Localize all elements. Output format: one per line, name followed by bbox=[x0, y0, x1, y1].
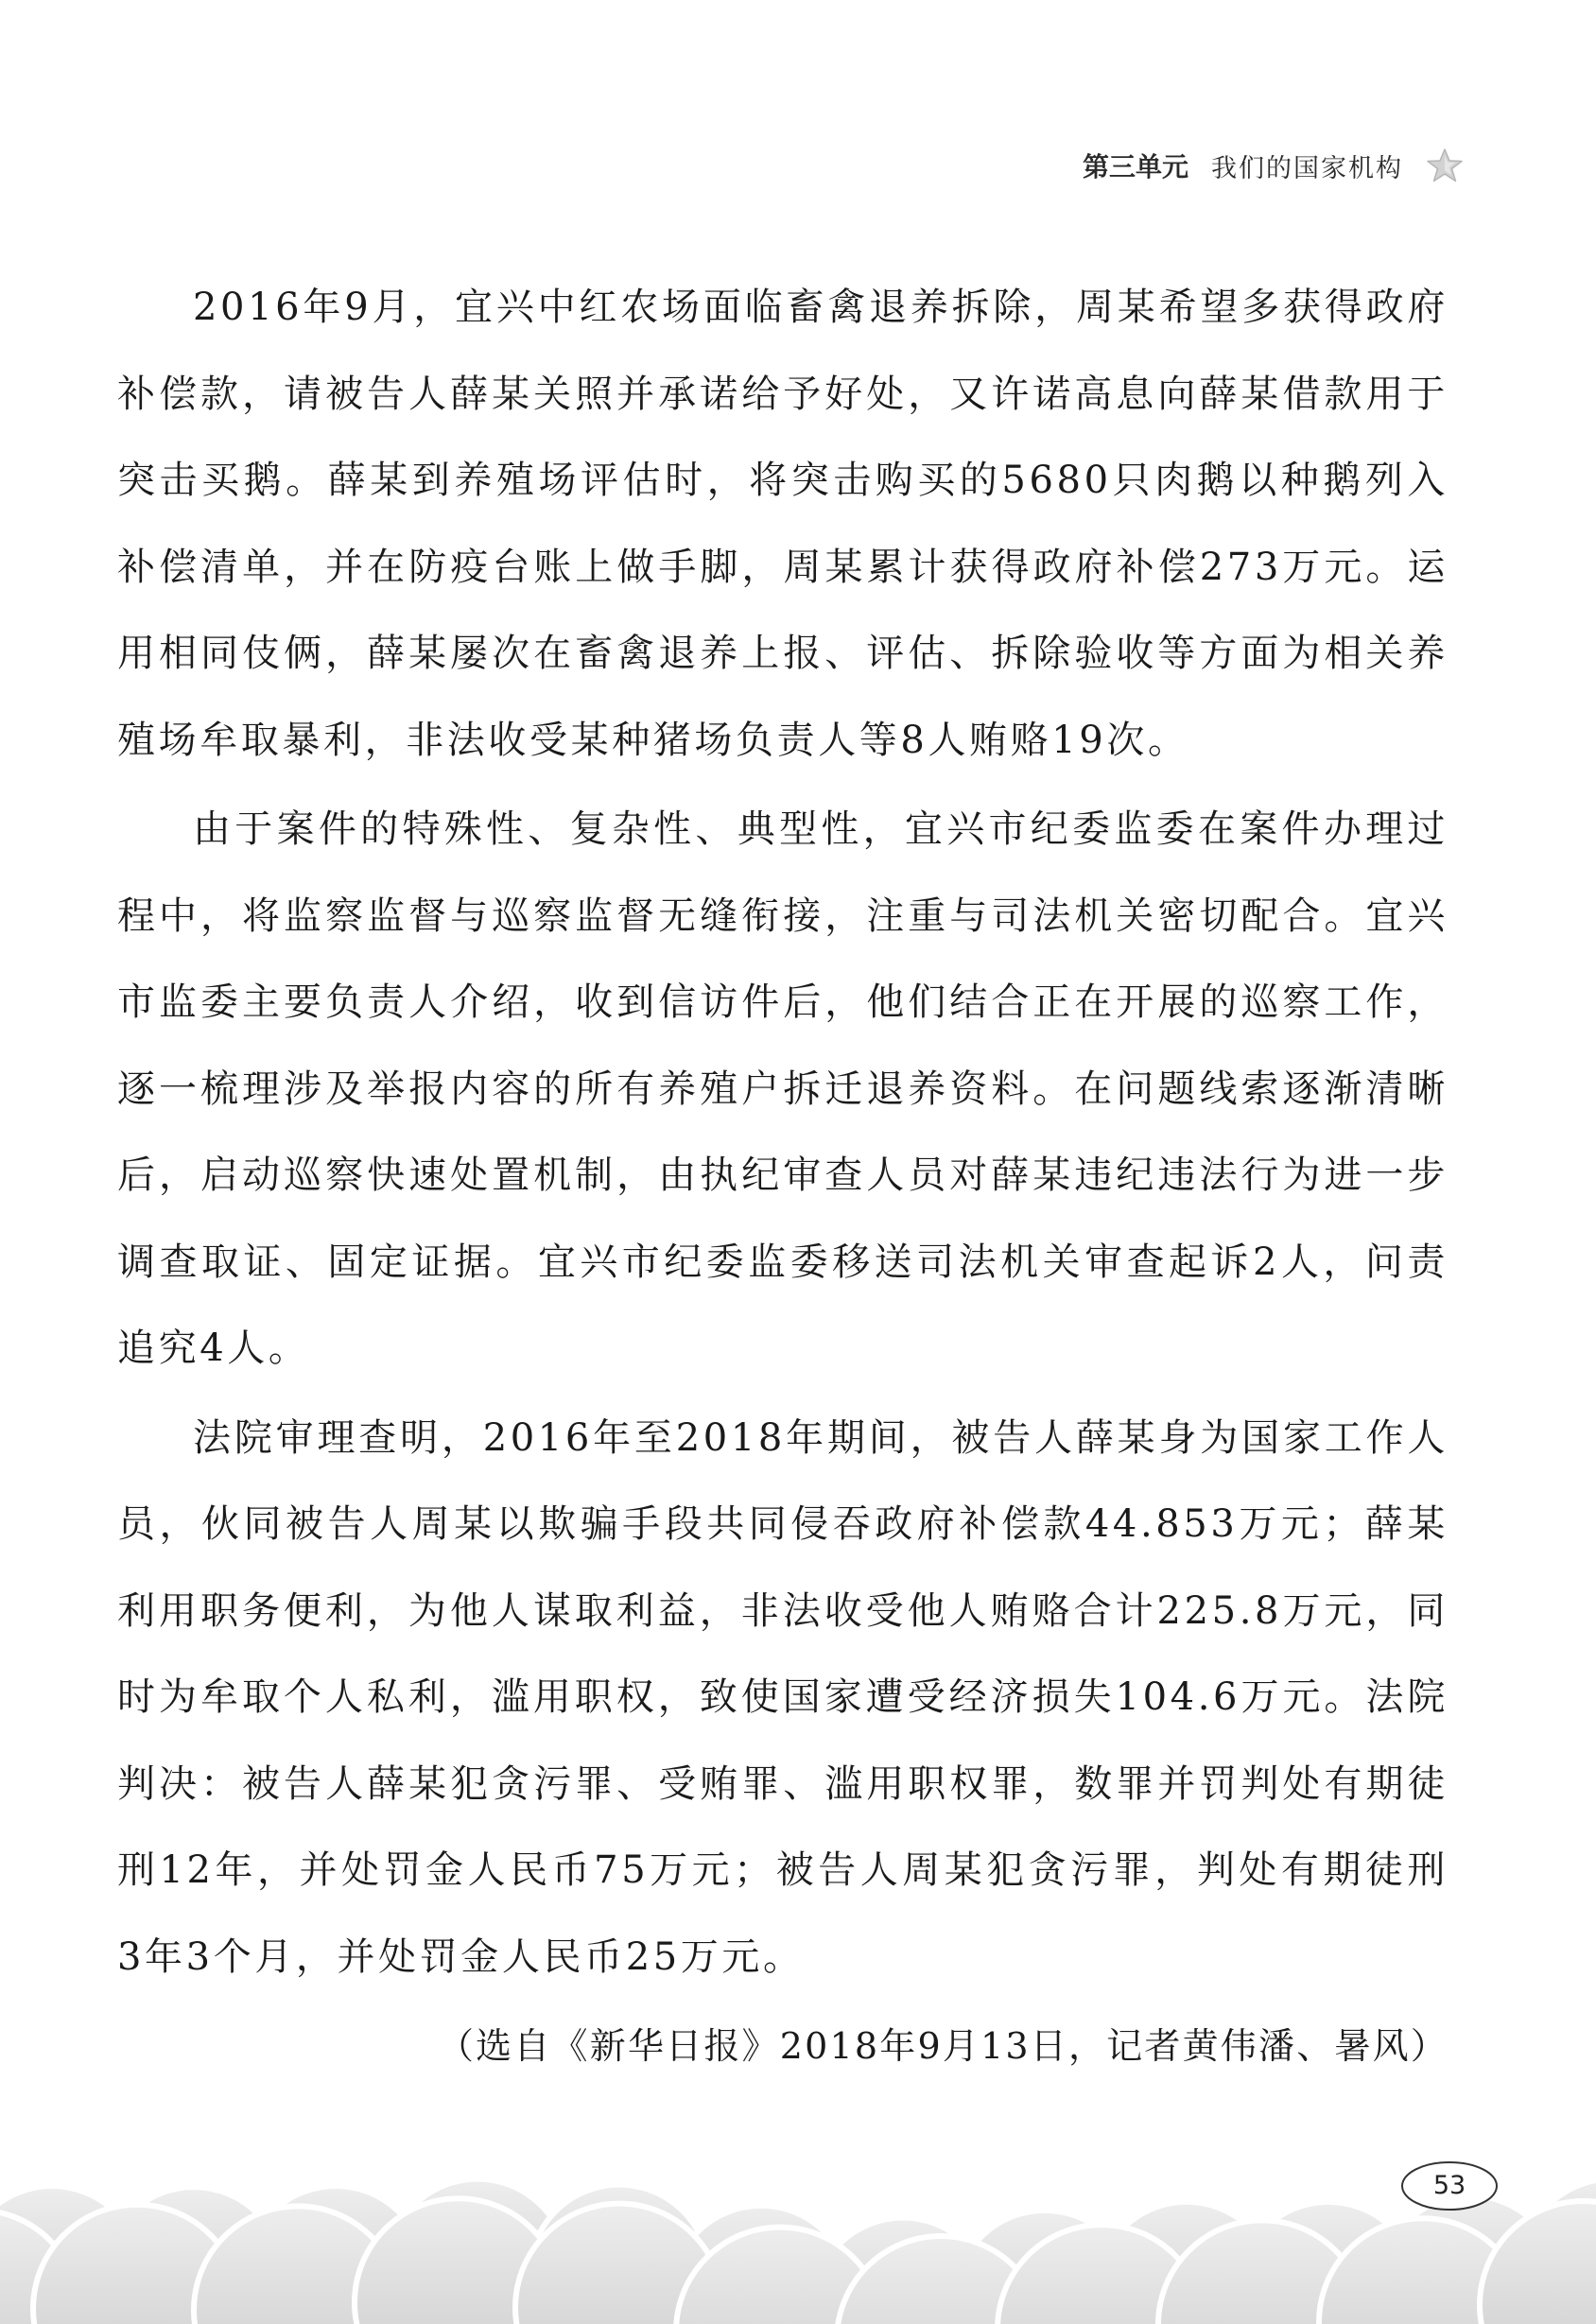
star-icon bbox=[1426, 147, 1464, 184]
footer-wave-decoration bbox=[0, 2144, 1596, 2324]
paragraph-case-facts: 2016年9月，宜兴中红农场面临畜禽退养拆除，周某希望多获得政府补偿款，请被告人薛某关照并承诺给予好处，又许诺高息向薛某借款用于突击买鹅。薛某到养殖场评估时，将突击购买的5680只肉鹅以种鹅列入补偿清单，并在防疫台账上做手脚，周某累计获得政府补偿273万元。运用相同伎俩，薛某屡次在畜禽退养上报、评估、拆除验收等方面为相关养殖场牟取暴利，非法收受某种猪场负责人等8人贿赂19次。 bbox=[117, 286, 1449, 762]
paragraph-investigation: 由于案件的特殊性、复杂性、典型性，宜兴市纪委监委在案件办理过程中，将监察监督与巡察监督无缝衔接，注重与司法机关密切配合。宜兴市监委主要负责人介绍，收到信访件后，他们结合正在开展的巡察工作，逐一梳理涉及举报内容的所有养殖户拆迁退养资料。在问题线索逐渐清晰后，启动巡察快速处置机制，由执纪审查人员对薛某违纪违法行为进一步调查取证、固定证据。宜兴市纪委监委移送司法机关审查起诉2人，问责追究4人。 bbox=[117, 807, 1449, 1370]
chapter-title: 我们的国家机构 bbox=[1211, 153, 1403, 183]
source-citation: （选自《新华日报》2018年9月13日，记者黄伟潘、暑风） bbox=[437, 2025, 1449, 2067]
article-body bbox=[117, 265, 1449, 2089]
page-number: 53 bbox=[1432, 2171, 1466, 2200]
running-header bbox=[1083, 142, 1464, 189]
wave-circles bbox=[0, 2178, 1596, 2324]
paragraph-verdict: 法院审理查明，2016年至2018年期间，被告人薛某身为国家工作人员，伙同被告人周某以欺骗手段共同侵吞政府补偿款44.853万元；薛某利用职务便利，为他人谋取利益，非法收受他人贿赂合计225.8万元，同时为牟取个人私利，滥用职权，致使国家遭受经济损失104.6万元。法院判决：被告人薛某犯贪污罪、受贿罪、滥用职权罪，数罪并罚判处有期徒刑12年，并处罚金人民币75万元；被告人周某犯贪污罪，判处有期徒刑3年3个月，并处罚金人民币25万元。 bbox=[117, 1415, 1449, 1979]
unit-label: 第三单元 bbox=[1082, 151, 1188, 182]
